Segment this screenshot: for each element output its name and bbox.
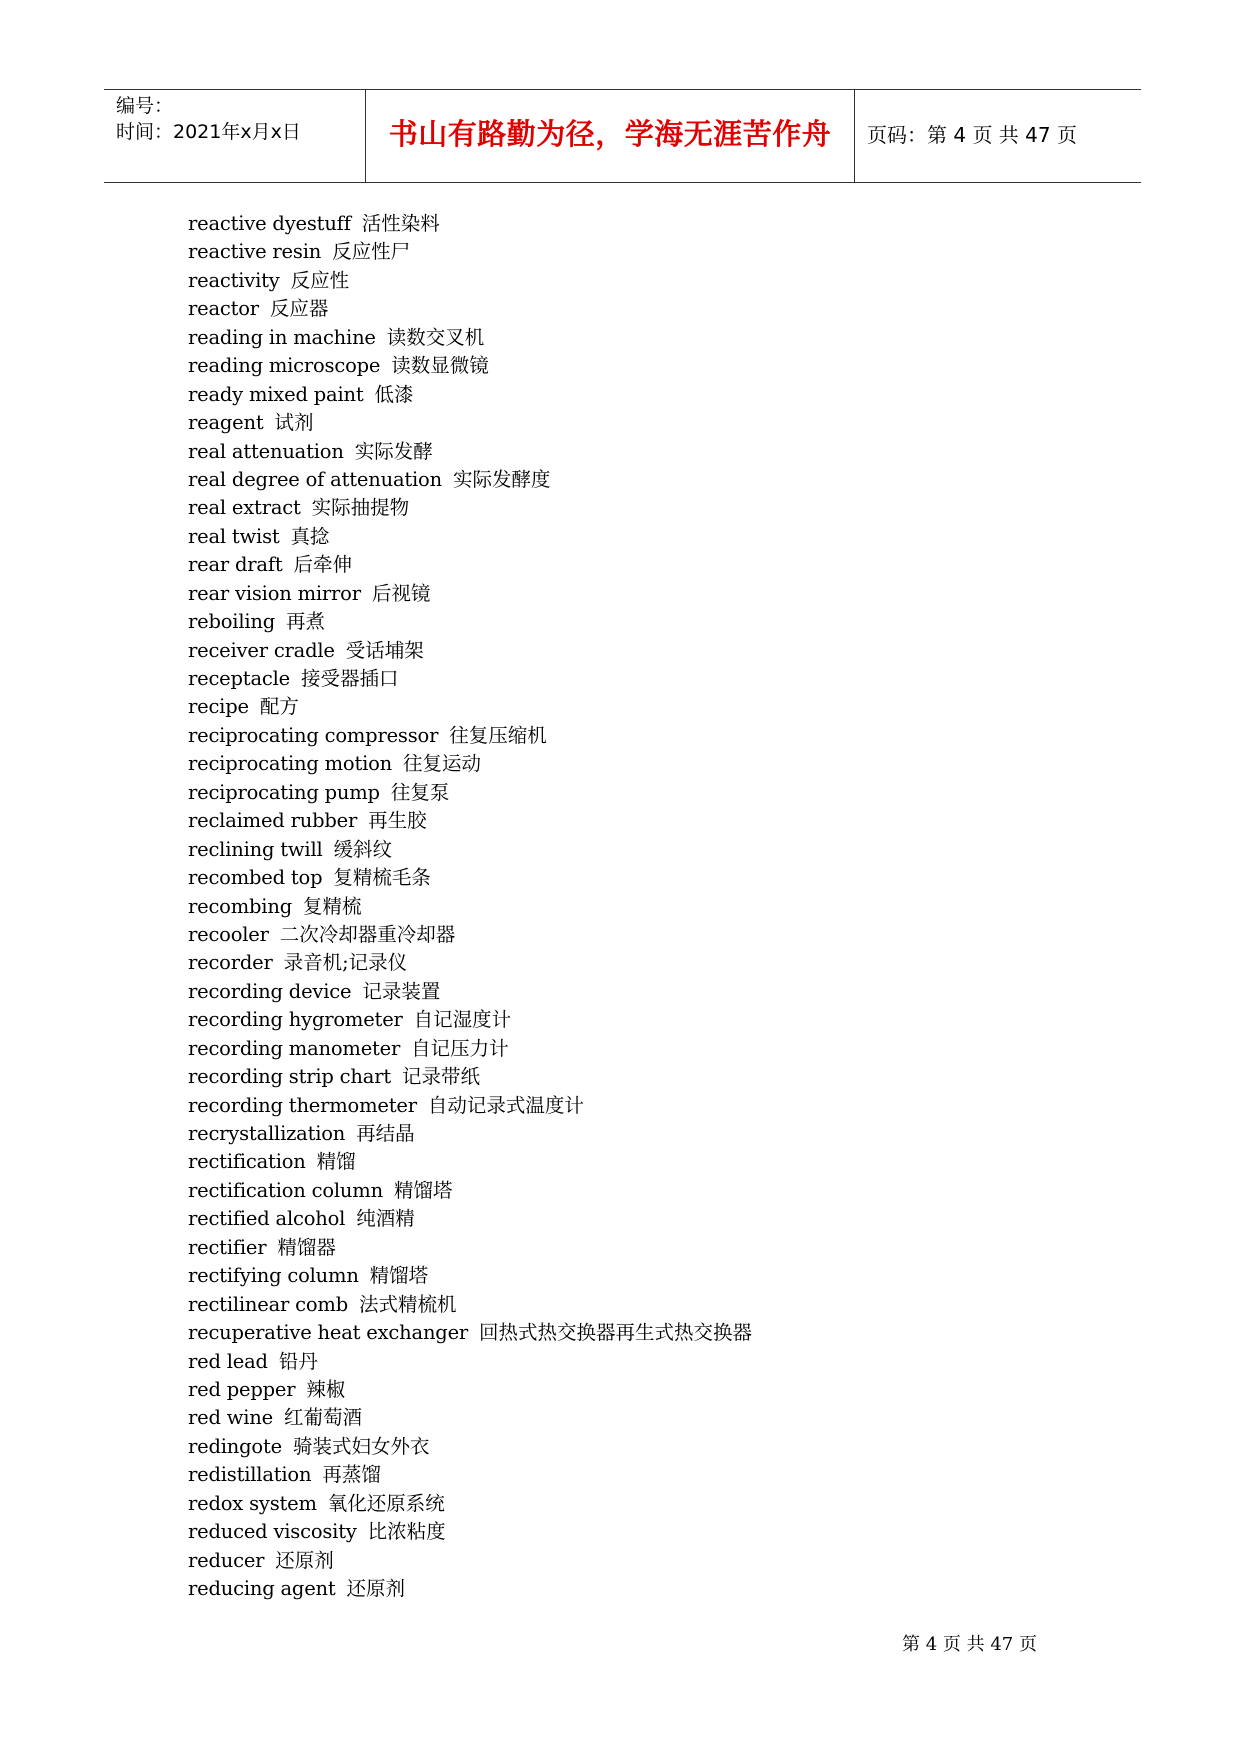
glossary-entry [188,864,752,892]
entry-translation: 录音机;记录仪 [283,951,408,975]
glossary-entry [188,1348,752,1376]
entry-term: rectification column [188,1178,383,1202]
entry-term: recombed top [188,866,323,890]
entry-translation: 还原剂 [275,1548,334,1572]
page-header [104,89,1141,183]
entry-term: recording manometer [188,1036,401,1060]
glossary-entry [188,807,752,835]
entry-translation: 辣椒 [306,1377,346,1401]
glossary-entry [188,1120,752,1148]
entry-term: reclaimed rubber [188,809,358,833]
entry-translation: 红葡萄酒 [283,1406,362,1430]
glossary-entry [188,1063,752,1091]
entry-translation: 真捻 [290,524,330,548]
entry-term: red pepper [188,1377,296,1401]
glossary-entry [188,1205,752,1233]
glossary-entry [188,779,752,807]
entry-translation: 后视镜 [371,581,431,605]
entry-translation: 还原剂 [346,1577,406,1600]
entry-term: reclining twill [188,837,323,861]
entry-term: real attenuation [188,439,344,463]
entry-term: reactive dyestuff [188,212,351,235]
entry-term: real extract [188,496,301,520]
entry-translation: 记录装置 [362,979,441,1003]
entry-translation: 实际发酵度 [452,467,551,491]
glossary-entry [188,978,752,1006]
page-footer: 第 4 页 共 47 页 [902,1634,1037,1655]
entry-term: recuperative heat exchanger [188,1321,469,1345]
entry-translation: 精馏塔 [393,1178,453,1202]
entry-term: reading microscope [188,354,381,378]
entry-translation: 回热式热交换器再生式热交换器 [479,1321,753,1345]
glossary-entry [188,523,752,551]
entry-translation: 再生胶 [368,809,427,833]
entry-translation: 试剂 [274,411,314,435]
entry-term: real twist [188,524,280,548]
entry-translation: 实际发酵 [354,439,433,463]
glossary-entry [188,580,752,608]
entry-term: recording strip chart [188,1065,391,1089]
entry-translation: 氧化还原系统 [327,1491,445,1515]
entry-term: redingote [188,1434,282,1458]
entry-translation: 往复运动 [403,752,482,776]
entry-translation: 读数交叉机 [386,325,485,349]
entry-translation: 再结晶 [356,1122,415,1145]
entry-translation: 后牵伸 [293,553,353,577]
entry-term: receptacle [188,667,290,690]
entry-term: reducing agent [188,1577,336,1600]
glossary-entry [188,949,752,977]
glossary-entry [188,267,752,295]
entry-term: rectification [188,1150,306,1174]
header-info-cell [104,90,366,182]
entry-term: recording thermometer [188,1093,417,1117]
entry-translation: 自记湿度计 [413,1008,512,1032]
entry-term: rectifying column [188,1264,359,1288]
entry-translation: 再煮 [286,610,326,634]
glossary-entry [188,722,752,750]
entry-translation: 反应性 [290,268,350,292]
entry-term: rear draft [188,553,283,577]
glossary-entry [188,1291,752,1319]
glossary-entry [188,750,752,778]
glossary-entry [188,1262,752,1290]
entry-translation: 活性染料 [361,212,440,235]
glossary-entry [188,295,752,323]
entry-translation: 缓斜纹 [333,837,393,861]
entry-translation: 精馏器 [277,1235,336,1259]
entry-term: reducer [188,1548,265,1572]
entry-translation: 往复泵 [390,780,450,804]
header-page-cell [855,90,1141,182]
header-motto: 书山有路勤为径，学海无涯苦作舟 [388,117,832,151]
glossary-entry [188,637,752,665]
entry-translation: 精馏 [316,1150,356,1174]
glossary-entry [188,1319,752,1347]
glossary-entry [188,494,752,522]
entry-translation: 法式精梳机 [359,1292,457,1316]
header-page-code: 页码：第 4 页 共 47 页 [867,123,1077,147]
entry-translation: 复精梳 [302,894,362,918]
glossary-entry [188,1376,752,1404]
glossary-list [188,210,752,1603]
entry-term: recording device [188,979,352,1003]
entry-term: recipe [188,695,249,719]
entry-term: reciprocating pump [188,780,380,804]
glossary-entry [188,921,752,949]
header-motto-cell [366,90,855,182]
glossary-entry [188,1148,752,1176]
glossary-entry [188,238,752,266]
entry-term: redox system [188,1491,317,1515]
glossary-entry [188,1433,752,1461]
entry-translation: 受话埔架 [345,638,424,662]
entry-translation: 纯酒精 [356,1207,415,1231]
entry-term: ready mixed paint [188,382,364,406]
glossary-entry [188,1035,752,1063]
glossary-entry [188,1404,752,1432]
entry-term: rectilinear comb [188,1292,349,1316]
entry-term: red lead [188,1349,268,1373]
entry-translation: 复精梳毛条 [333,866,431,890]
entry-term: reactivity [188,268,280,292]
glossary-entry [188,381,752,409]
entry-translation: 精馏塔 [369,1264,429,1288]
entry-translation: 接受器插口 [300,667,399,690]
entry-translation: 读数显微镜 [391,354,489,378]
entry-translation: 自动记录式温度计 [427,1093,584,1117]
glossary-entry [188,409,752,437]
entry-term: red wine [188,1406,273,1430]
entry-translation: 低漆 [374,382,414,406]
glossary-entry [188,352,752,380]
entry-term: reading in machine [188,325,376,349]
entry-translation: 实际抽提物 [311,496,410,520]
entry-term: recombing [188,894,292,918]
glossary-entry [188,1234,752,1262]
entry-translation: 自记压力计 [411,1036,509,1060]
entry-term: reciprocating motion [188,752,393,776]
glossary-entry [188,210,752,238]
glossary-entry [188,893,752,921]
entry-term: reactive resin [188,240,322,264]
entry-term: reagent [188,411,264,435]
entry-translation: 反应性尸 [332,240,411,264]
entry-term: reciprocating compressor [188,723,439,747]
glossary-entry [188,693,752,721]
entry-term: recording hygrometer [188,1008,403,1032]
glossary-entry [188,1461,752,1489]
entry-term: recrystallization [188,1122,346,1145]
glossary-entry [188,551,752,579]
entry-translation: 再蒸馏 [322,1463,381,1487]
glossary-entry [188,438,752,466]
entry-term: recooler [188,922,269,946]
entry-translation: 骑装式妇女外衣 [292,1434,430,1458]
document-time: 时间：2021年x月x日 [116,121,301,143]
glossary-entry [188,1006,752,1034]
document-number-label: 编号： [116,95,174,117]
entry-translation: 往复压缩机 [449,723,547,747]
entry-translation: 铅丹 [278,1349,318,1373]
glossary-entry [188,1092,752,1120]
entry-term: real degree of attenuation [188,467,442,491]
entry-translation: 反应器 [269,297,329,321]
glossary-entry [188,1490,752,1518]
glossary-entry [188,1518,752,1546]
glossary-entry [188,466,752,494]
glossary-entry [188,1575,752,1603]
entry-term: reactor [188,297,259,321]
glossary-entry [188,1547,752,1575]
entry-term: redistillation [188,1463,312,1487]
glossary-entry [188,665,752,693]
glossary-entry [188,836,752,864]
entry-term: rectifier [188,1235,267,1259]
entry-translation: 比浓粘度 [367,1520,446,1544]
entry-term: reduced viscosity [188,1520,357,1544]
entry-translation: 记录带纸 [401,1065,480,1089]
entry-term: reboiling [188,610,276,634]
entry-translation: 配方 [259,695,299,719]
glossary-entry [188,1177,752,1205]
glossary-entry [188,608,752,636]
glossary-entry [188,324,752,352]
entry-translation: 二次冷却器重冷却器 [279,922,456,946]
entry-term: rectified alcohol [188,1207,346,1231]
entry-term: recorder [188,951,273,975]
entry-term: receiver cradle [188,638,335,662]
entry-term: rear vision mirror [188,581,361,605]
